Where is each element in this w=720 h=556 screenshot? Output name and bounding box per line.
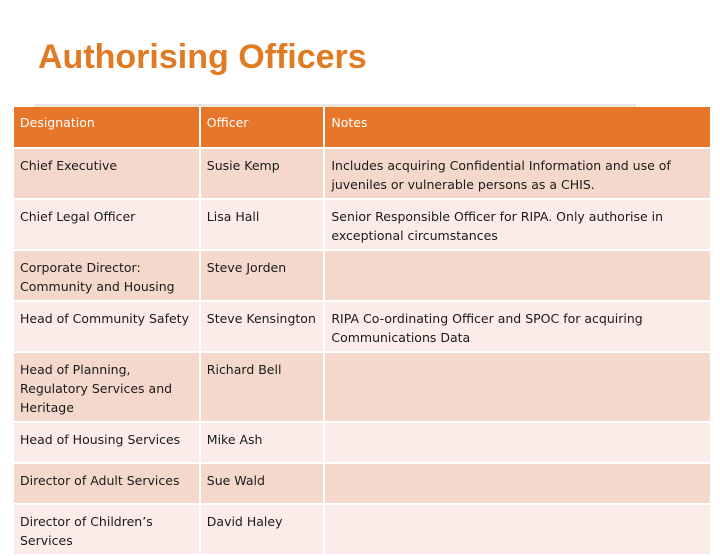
cell-officer: Sue Wald <box>200 463 325 504</box>
page-title: Authorising Officers <box>38 38 367 76</box>
table-row <box>14 148 711 199</box>
authorising-officers-table <box>14 107 712 556</box>
cell-notes <box>324 463 711 504</box>
cell-notes <box>324 250 711 301</box>
cell-designation: Director of Children’s Services <box>14 504 200 555</box>
cell-officer: Susie Kemp <box>200 148 325 199</box>
table-row <box>14 504 711 555</box>
table-row <box>14 199 711 250</box>
cell-designation: Head of Community Safety <box>14 301 200 352</box>
table-row <box>14 463 711 504</box>
cell-designation: Head of Planning, Regulatory Services and Heritage <box>14 352 200 422</box>
cell-notes: RIPA Co-ordinating Officer and SPOC for acquiring Communications Data <box>324 301 711 352</box>
cell-notes <box>324 422 711 463</box>
cell-officer: Lisa Hall <box>200 199 325 250</box>
cell-officer: David Haley <box>200 504 325 555</box>
table-header-row <box>14 107 711 148</box>
cell-officer: Steve Kensington <box>200 301 325 352</box>
header-designation: Designation <box>14 107 200 148</box>
cell-notes: Includes acquiring Confidential Information and use of juveniles or vulnerable persons as a CHIS. <box>324 148 711 199</box>
table-row <box>14 422 711 463</box>
cell-designation: Corporate Director: Community and Housing <box>14 250 200 301</box>
cell-designation: Director of Adult Services <box>14 463 200 504</box>
cell-officer: Richard Bell <box>200 352 325 422</box>
header-notes: Notes <box>324 107 711 148</box>
cell-designation: Chief Executive <box>14 148 200 199</box>
cell-designation: Head of Housing Services <box>14 422 200 463</box>
table-row <box>14 250 711 301</box>
cell-officer: Mike Ash <box>200 422 325 463</box>
cell-officer: Steve Jorden <box>200 250 325 301</box>
cell-notes <box>324 504 711 555</box>
header-officer: Officer <box>200 107 325 148</box>
cell-notes <box>324 352 711 422</box>
table-row <box>14 352 711 422</box>
cell-notes: Senior Responsible Officer for RIPA. Only authorise in exceptional circumstances <box>324 199 711 250</box>
table-row <box>14 301 711 352</box>
cell-designation: Chief Legal Officer <box>14 199 200 250</box>
